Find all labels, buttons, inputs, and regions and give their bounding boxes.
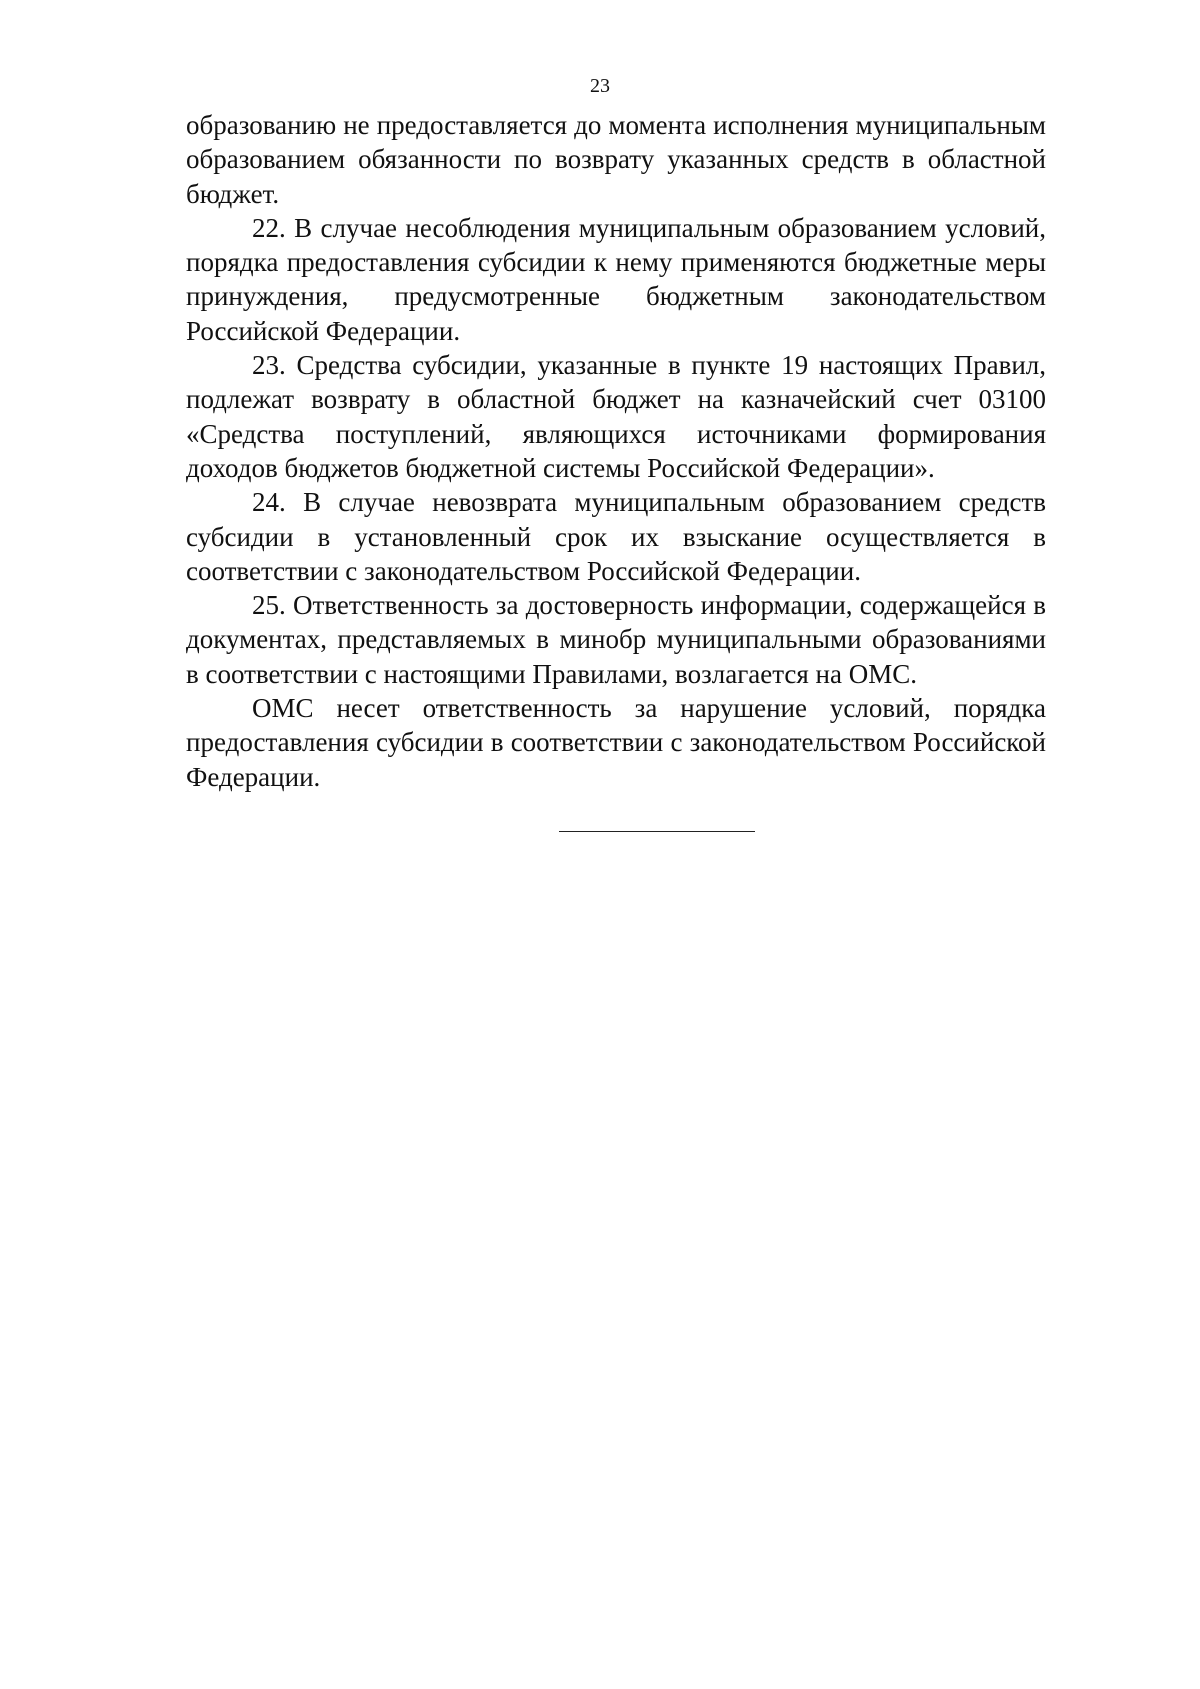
paragraph-oms-responsibility: ОМС несет ответственность за нарушение условий, порядка предоставления субсидии в соответствии с законодательством Российской Федерации.: [186, 693, 1046, 792]
paragraph-continuation: образованию не предоставляется до момента исполнения муниципальным образованием обязанности по возврату указанных средств в областной бюджет.: [186, 110, 1046, 209]
end-of-document-rule: [559, 831, 755, 832]
paragraph-24: 24. В случае невозврата муниципальным образованием средств субсидии в установленный срок их взыскание осуществляется в соответствии с законодательством Российской Федерации.: [186, 487, 1046, 586]
paragraph-25: 25. Ответственность за достоверность информации, содержащейся в документах, представляемых в минобр муниципальными образованиями в соответствии с настоящими Правилами, возлагается на ОМС.: [186, 590, 1046, 689]
page-number: 23: [590, 75, 610, 97]
paragraph-22: 22. В случае несоблюдения муниципальным образованием условий, порядка предоставления субсидии к нему применяются бюджетные меры принуждения, предусмотренные бюджетным законодательством Российской Федерации.: [186, 212, 1046, 346]
paragraph-23: 23. Средства субсидии, указанные в пункте 19 настоящих Правил, подлежат возврату в областной бюджет на казначейский счет 03100 «Средства поступлений, являющихся источниками формирования доходов бюджетов бюджетной системы Российской Федерации».: [186, 350, 1046, 483]
document-body: [186, 108, 1046, 794]
